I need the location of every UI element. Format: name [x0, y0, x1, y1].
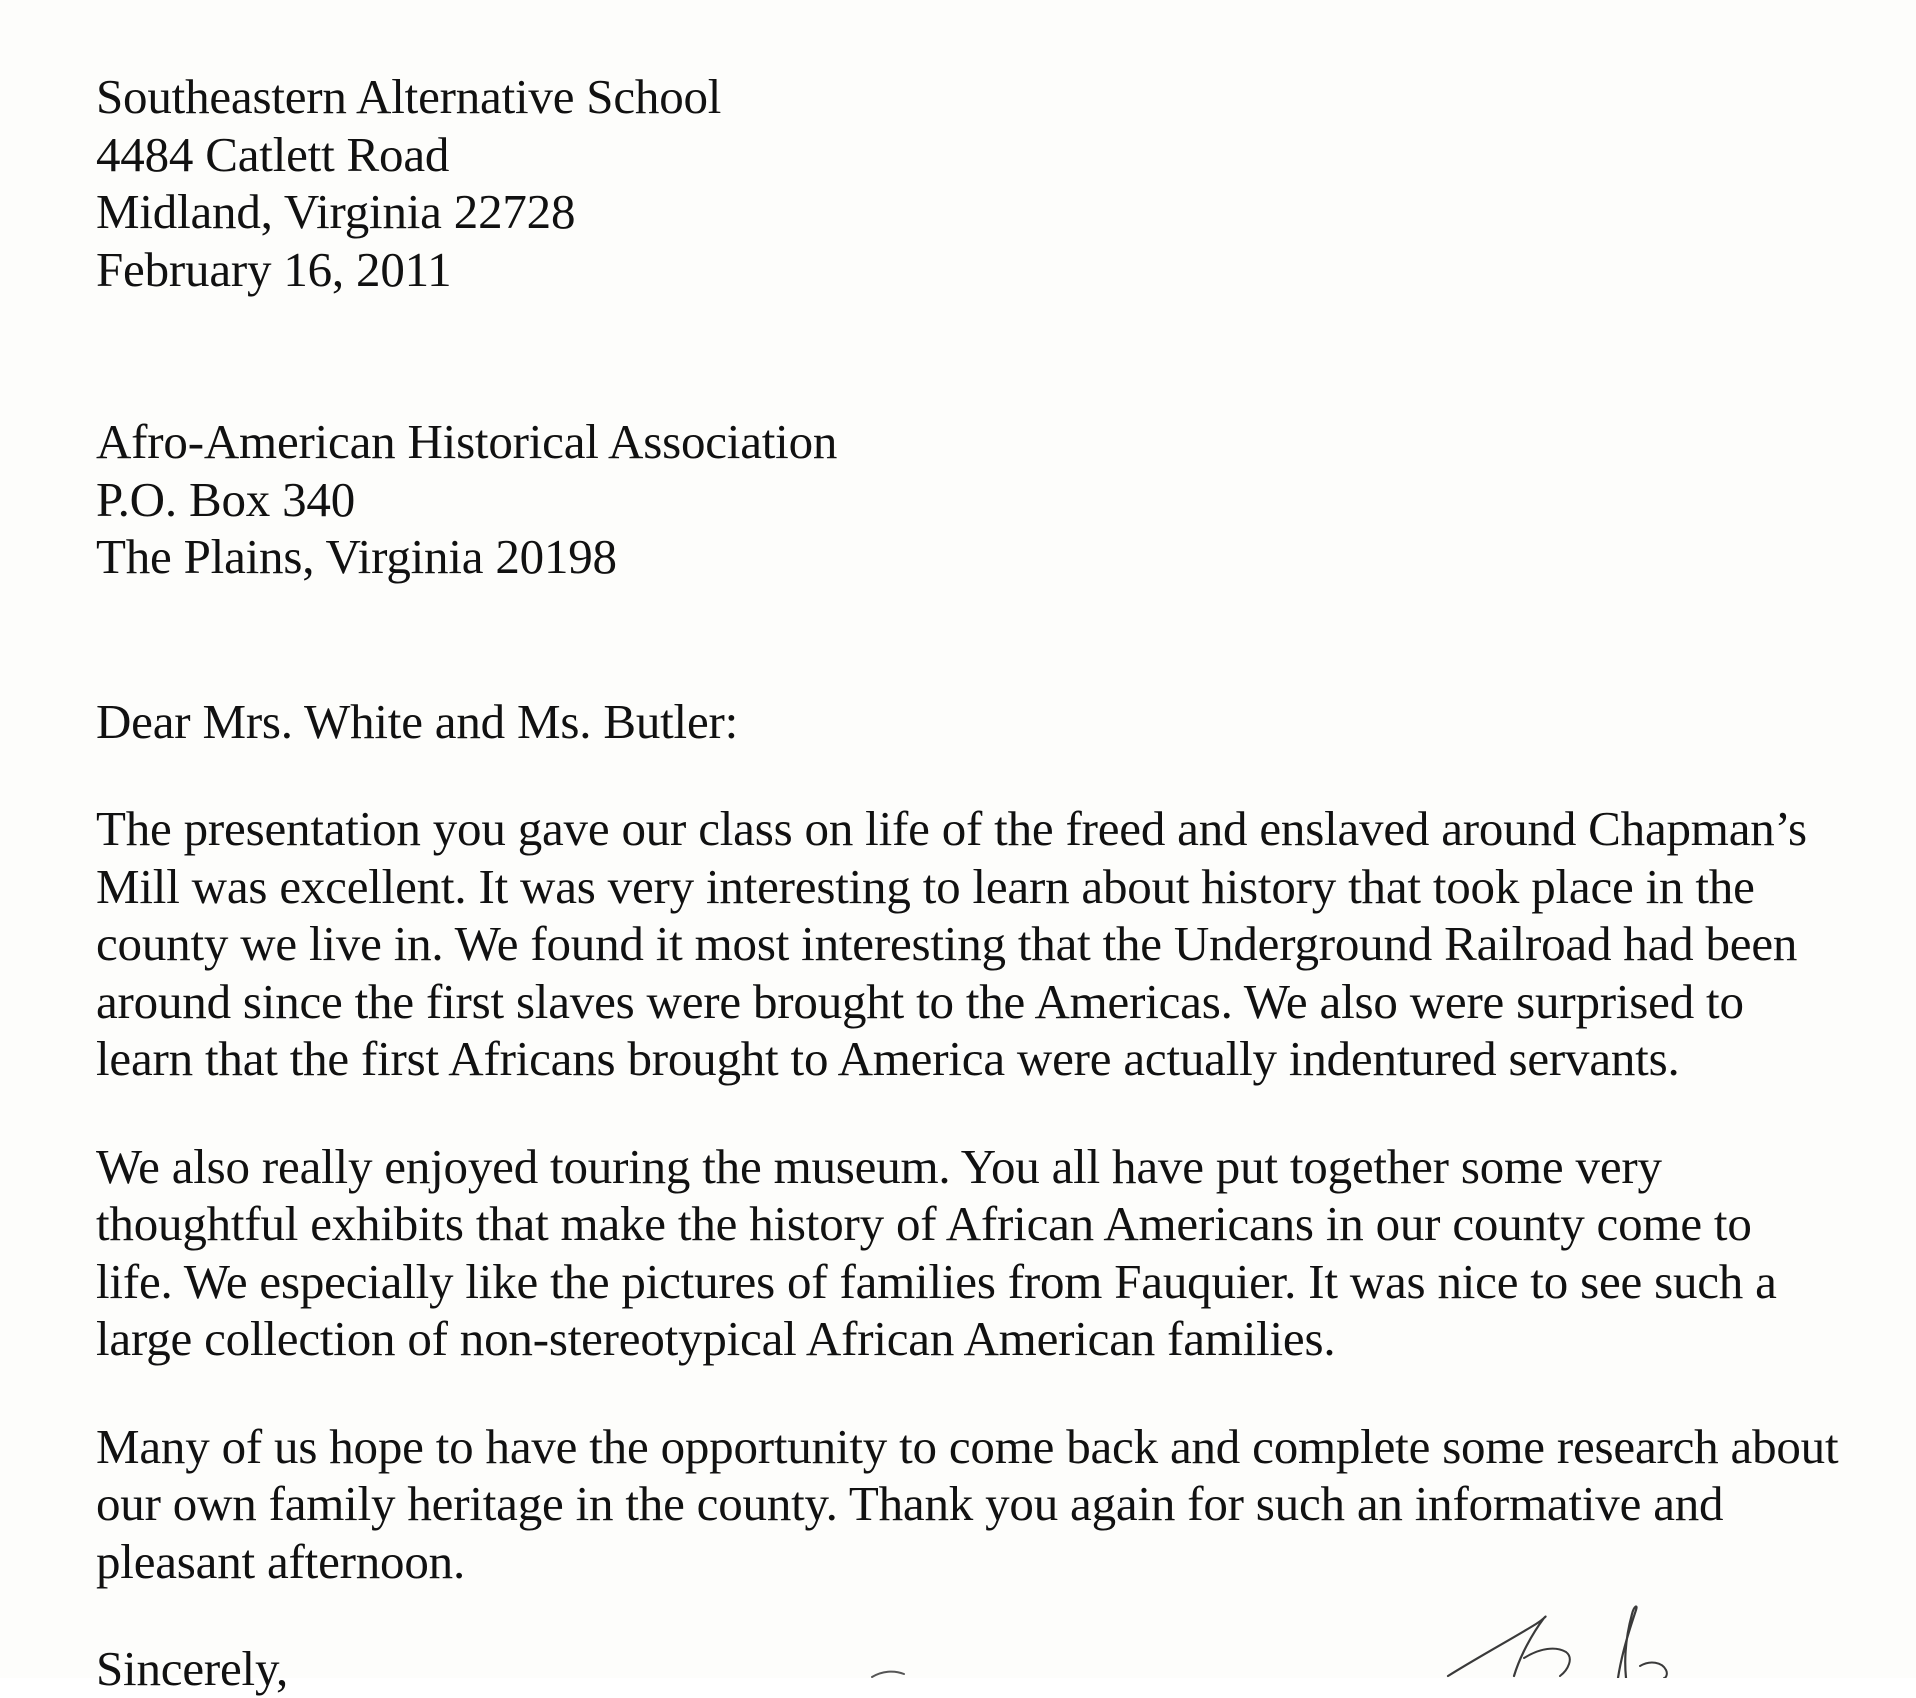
paragraph-line: our own family heritage in the county. Thank you again for such an informative and [96, 1476, 1724, 1531]
letter-body [96, 68, 1896, 1698]
closing-text: Sincerely, [96, 1641, 289, 1696]
body-paragraph-3 [96, 1418, 1896, 1591]
paragraph-line: The presentation you gave our class on life of the freed and enslaved around Chapman’s [96, 801, 1807, 856]
recipient-city: The Plains, Virginia 20198 [96, 529, 617, 584]
paragraph-line: large collection of non-stereotypical African American families. [96, 1311, 1336, 1366]
body-paragraph-2 [96, 1138, 1896, 1368]
recipient-organization: Afro-American Historical Association [96, 414, 838, 469]
paragraph-line: pleasant afternoon. [96, 1533, 465, 1589]
body-paragraph-1 [96, 800, 1896, 1088]
sender-city: Midland, Virginia 22728 [96, 184, 576, 239]
paragraph-line: We also really enjoyed touring the museum. You all have put together some very [96, 1138, 1662, 1194]
scan-speck-icon [868, 1668, 908, 1678]
paragraph-line: county we live in. We found it most interesting that the Underground Railroad had been [96, 916, 1798, 971]
recipient-po-box: P.O. Box 340 [96, 471, 355, 527]
paragraph-line: Mill was excellent. It was very interesting to learn about history that took place in the [96, 858, 1755, 914]
sender-school: Southeastern Alternative School [96, 69, 722, 124]
sender-address [96, 68, 1896, 298]
paragraph-line: around since the first slaves were brought to the Americas. We also were surprised to [96, 973, 1744, 1029]
letter-date: February 16, 2011 [96, 241, 452, 297]
paragraph-line: thoughtful exhibits that make the history of African Americans in our county come to [96, 1196, 1752, 1251]
signature-icon [1440, 1600, 1780, 1678]
paragraph-line: learn that the first Africans brought to America were actually indentured servants. [96, 1031, 1680, 1086]
recipient-address [96, 413, 1896, 586]
paragraph-line: Many of us hope to have the opportunity to come back and complete some research about [96, 1418, 1839, 1474]
paragraph-line: life. We especially like the pictures of families from Fauquier. It was nice to see such a [96, 1253, 1777, 1309]
salutation-text: Dear Mrs. White and Ms. Butler: [96, 693, 739, 749]
sender-street: 4484 Catlett Road [96, 126, 450, 182]
salutation [96, 693, 1896, 751]
